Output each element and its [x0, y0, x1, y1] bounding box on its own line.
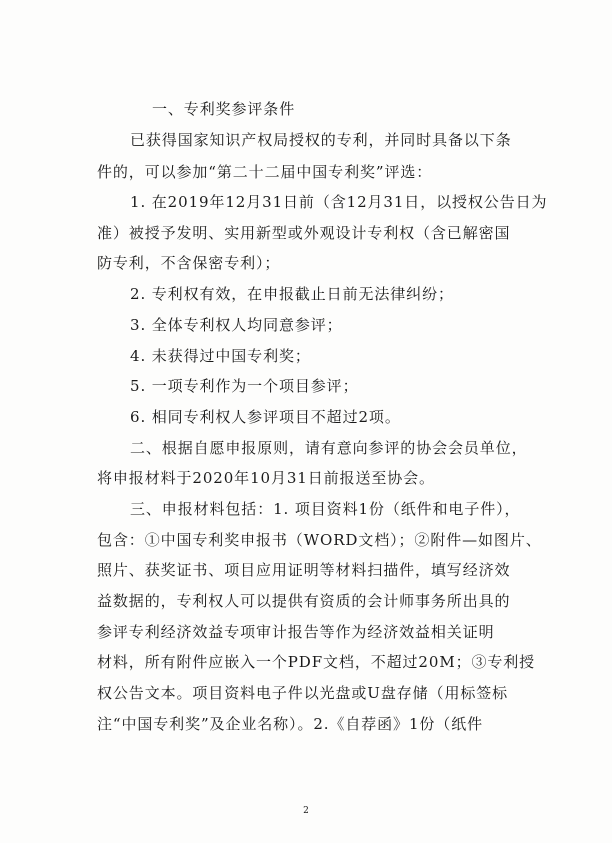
paragraph-line: 包含：①中国专利奖申报书（WORD文档）；②附件—如图片、: [97, 531, 542, 549]
paragraph-line: 件的，可以参加“第二十二届中国专利奖”评选：: [97, 163, 433, 181]
condition-item-3: 3. 全体专利权人均同意参评；: [130, 316, 343, 334]
paragraph-line: 将申报材料于2020年10月31日前报送至协会。: [97, 469, 435, 487]
paragraph-line: 已获得国家知识产权局授权的专利，并同时具备以下条: [130, 131, 512, 149]
paragraph-line: 益数据的，专利权人可以提供有资质的会计师事务所出具的: [97, 592, 511, 610]
condition-item-4: 4. 未获得过中国专利奖；: [130, 347, 311, 365]
paragraph-line: 权公告文本。项目资料电子件以光盘或U盘存储（用标签标: [97, 684, 509, 702]
condition-item-6: 6. 相同专利权人参评项目不超过2项。: [130, 408, 401, 426]
paragraph-line: 注“中国专利奖”及企业名称）。2.《自荐函》1份（纸件: [97, 715, 483, 733]
page-number: 2: [303, 806, 309, 816]
paragraph-line: 照片、获奖证书、项目应用证明等材料扫描件，填写经济效: [97, 561, 511, 579]
condition-item-5: 5. 一项专利作为一个项目参评；: [130, 377, 359, 395]
section-heading-2: 二、根据自愿申报原则，请有意向参评的协会会员单位，: [130, 439, 528, 457]
condition-item-1: 1. 在2019年12月31日前（含12月31日，以授权公告日为: [130, 193, 548, 211]
paragraph-line: 防专利，不含保密专利）；: [97, 254, 281, 272]
paragraph-line: 材料，所有附件应嵌入一个PDF文档，不超过20M；③专利授: [97, 653, 536, 671]
section-heading-3: 三、申报材料包括：1. 项目资料1份（纸件和电子件），: [130, 500, 521, 518]
section-heading-1: 一、专利奖参评条件: [152, 100, 296, 118]
paragraph-line: 参评专利经济效益专项审计报告等作为经济效益相关证明: [97, 623, 495, 641]
condition-item-2: 2. 专利权有效，在申报截止日前无法律纠纷；: [130, 285, 454, 303]
paragraph-line: 准）被授予发明、实用新型或外观设计专利权（含已解密国: [97, 224, 511, 242]
